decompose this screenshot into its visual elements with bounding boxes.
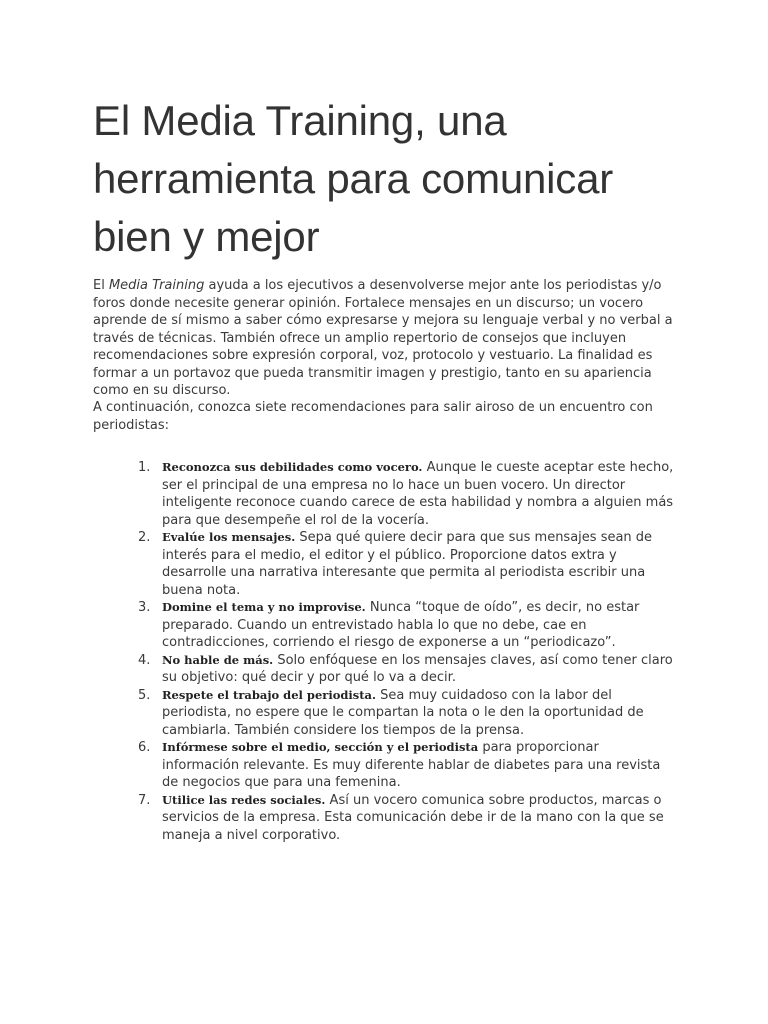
intro-emphasis: Media Training	[108, 278, 205, 293]
lead-in-paragraph: A continuación, conozca siete recomendaciones para salir airoso de un encuentro con periodistas:	[93, 400, 653, 433]
item-text: Sepa qué quiere decir para que sus mensajes sean de interés para el medio, el editor y el público. Proporcione datos extra y desarrolle una narrativa interesante que permita al periodista escribir una buena nota.	[162, 530, 653, 598]
item-number: 5.	[138, 687, 151, 703]
list-item	[118, 529, 678, 599]
page-title: El Media Training, una herramienta para comunicar bien y mejor	[93, 97, 614, 260]
list-item	[118, 687, 678, 740]
recommendations-list	[118, 459, 678, 844]
list-item	[118, 459, 678, 529]
item-text: Nunca “toque de oído”, es decir, no estar preparado. Cuando un entrevistado habla lo que no debe, cae en contradicciones, corriendo el riesgo de exponerse a un “periodicazo”.	[162, 600, 640, 650]
item-number: 4.	[138, 652, 151, 668]
item-lead: Infórmese sobre el medio, sección y el periodista	[162, 740, 479, 754]
intro-text: ayuda a los ejecutivos a desenvolverse mejor ante los periodistas y/o foros donde necesite generar opinión. Fortalece mensajes en un discurso; un vocero aprende de sí mismo a saber cómo expresarse y mejora su lenguaje verbal y no verbal a través de técnicas. También ofrece un amplio repertorio de consejos que incluyen recomendaciones sobre expresión corporal, voz, protocolo y vestuario. La finalidad es formar a un portavoz que pueda transmitir imagen y prestigio, tanto en su apariencia como en su discurso.	[93, 278, 673, 398]
item-lead: Evalúe los mensajes.	[162, 530, 296, 544]
item-number: 1.	[138, 460, 151, 475]
item-lead: Respete el trabajo del periodista.	[162, 687, 377, 702]
item-text: Aunque le cueste aceptar este hecho, ser el principal de una empresa no lo hace un buen vocero. Un director inteligente reconoce cuando carece de esta habilidad y nombra a alguien más para que desempeñe el rol de la vocería.	[162, 460, 674, 528]
item-text: para proporcionar información relevante. Es muy diferente hablar de diabetes para una revista de negocios que para una femenina.	[162, 740, 661, 790]
list-item	[118, 792, 678, 845]
item-text: Solo enfóquese en los mensajes claves, así como tener claro su objetivo: qué decir y por qué lo va a decir.	[162, 652, 673, 685]
item-number: 3.	[138, 600, 151, 615]
intro-prefix: El	[93, 278, 109, 293]
item-number: 2.	[138, 530, 151, 545]
item-text: Sea muy cuidadoso con la labor del periodista, no espere que le compartan la nota o le den la oportunidad de cambiarla. También considere los tiempos de la prensa.	[162, 687, 644, 738]
item-text: Así un vocero comunica sobre productos, marcas o servicios de la empresa. Esta comunicación debe ir de la mano con la que se maneja a nivel corporativo.	[162, 792, 664, 843]
list-item	[118, 599, 678, 652]
item-lead: Domine el tema y no improvise.	[162, 600, 366, 614]
list-item	[118, 739, 678, 792]
item-number: 7.	[138, 792, 151, 808]
list-item	[118, 652, 678, 687]
intro-paragraph	[93, 277, 683, 400]
item-lead: Utilice las redes sociales.	[162, 792, 326, 807]
item-number: 6.	[138, 740, 151, 755]
item-lead: No hable de más.	[162, 652, 274, 667]
item-lead: Reconozca sus debilidades como vocero.	[162, 460, 423, 474]
